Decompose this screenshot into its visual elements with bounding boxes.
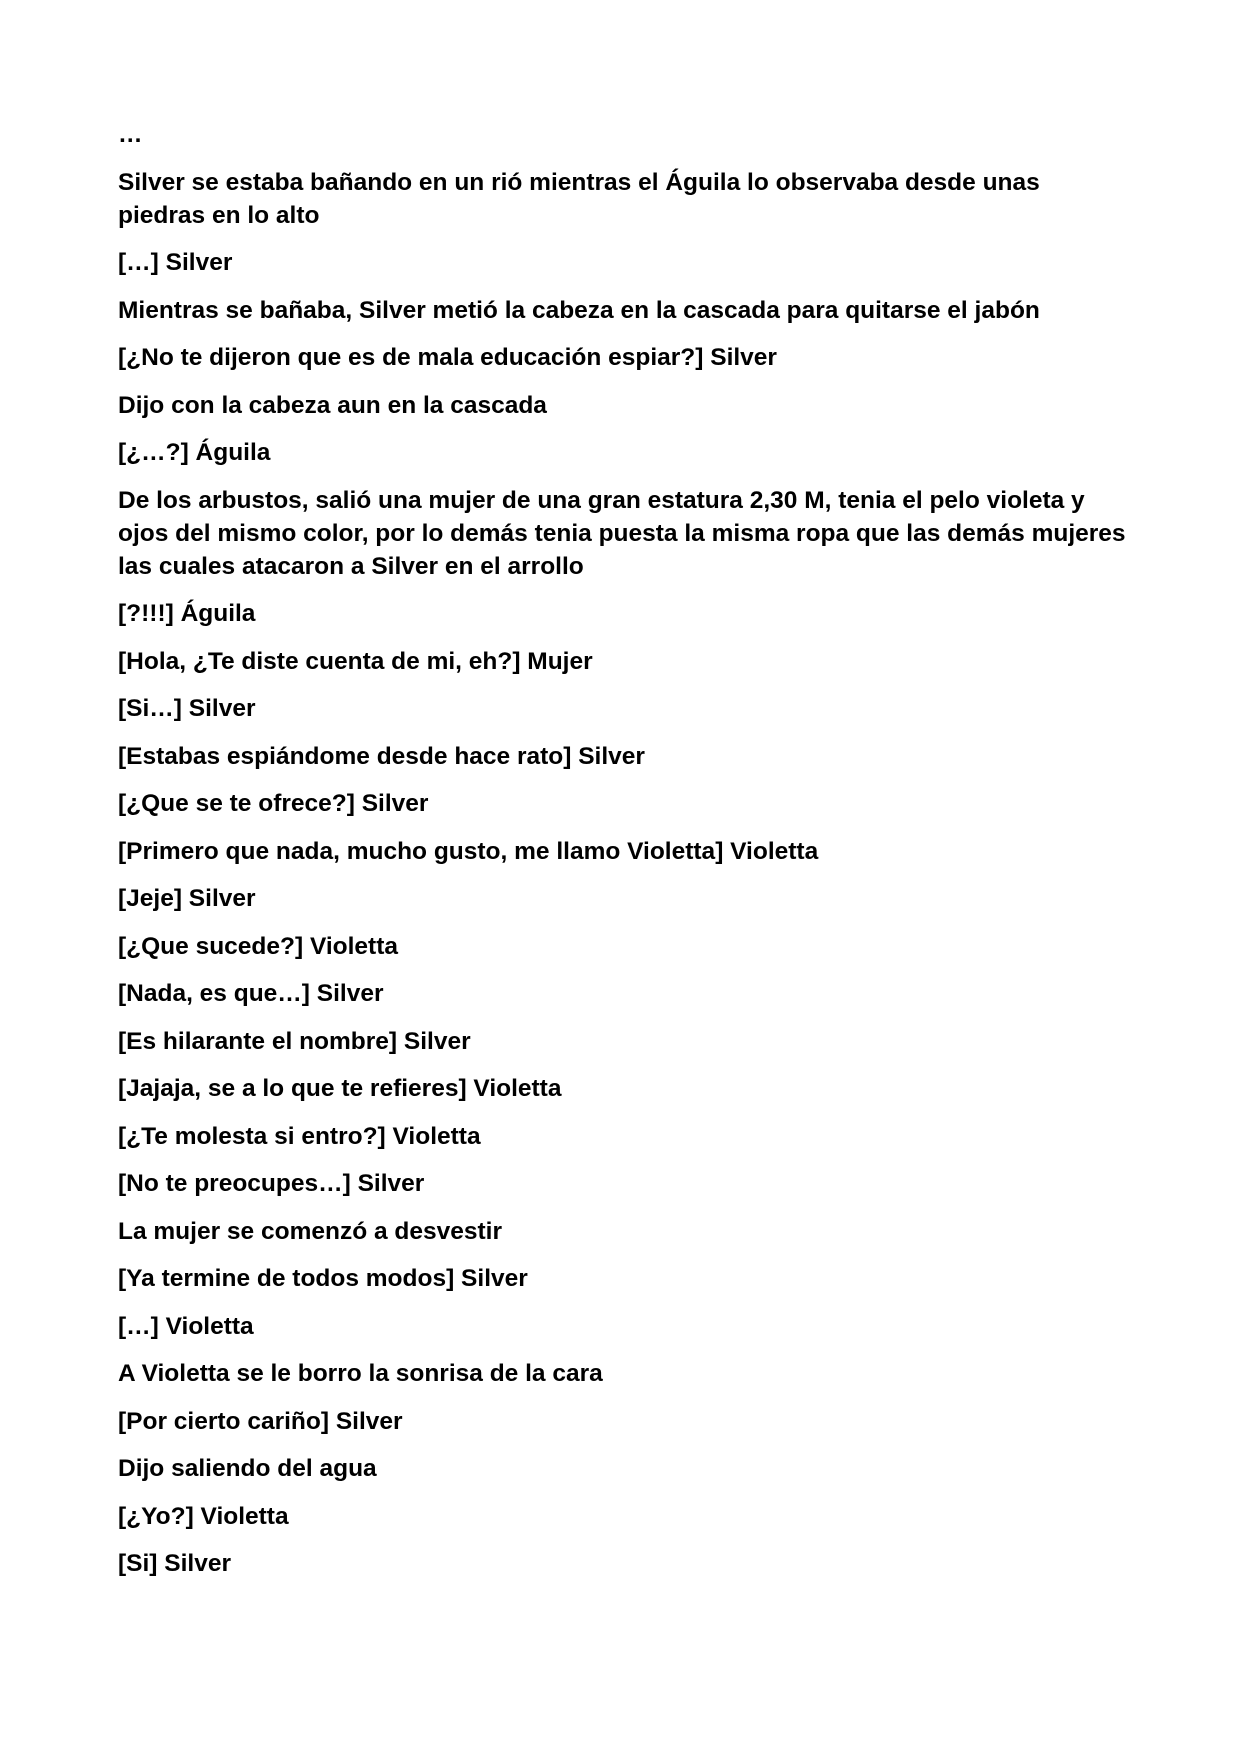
paragraph-narration: Mientras se bañaba, Silver metió la cabeza en la cascada para quitarse el jabón: [118, 296, 1040, 324]
paragraph-ellipsis: …: [118, 121, 143, 148]
paragraph-dialogue: [Nada, es que…] Silver: [118, 980, 384, 1007]
paragraph-dialogue: [¿Yo?] Violetta: [118, 1502, 289, 1530]
paragraph-dialogue: [¿…?] Águila: [118, 439, 271, 466]
paragraph-dialogue: […] Violetta: [118, 1312, 254, 1340]
paragraph-dialogue: [Si] Silver: [118, 1550, 232, 1577]
paragraph-narration: Dijo con la cabeza aun en la cascada: [118, 391, 547, 419]
paragraph-dialogue: [Jeje] Silver: [118, 885, 256, 912]
paragraph-dialogue: [Por cierto cariño] Silver: [118, 1407, 403, 1435]
document-body: [118, 118, 1128, 1595]
paragraph-dialogue: [¿No te dijeron que es de mala educación espiar?] Silver: [118, 344, 777, 371]
paragraph-dialogue: [Ya termine de todos modos] Silver: [118, 1265, 528, 1292]
paragraph-dialogue: [¿Que se te ofrece?] Silver: [118, 790, 429, 817]
paragraph-dialogue: [No te preocupes…] Silver: [118, 1170, 425, 1197]
paragraph-dialogue: […] Silver: [118, 249, 233, 276]
paragraph-dialogue: [¿Te molesta si entro?] Violetta: [118, 1122, 481, 1150]
paragraph-narration: La mujer se comenzó a desvestir: [118, 1217, 502, 1245]
paragraph-narration: Dijo saliendo del agua: [118, 1455, 377, 1482]
paragraph-dialogue: [?!!!] Águila: [118, 600, 256, 627]
paragraph-narration: A Violetta se le borro la sonrisa de la cara: [118, 1360, 603, 1387]
paragraph-dialogue: [Jajaja, se a lo que te refieres] Violetta: [118, 1075, 562, 1102]
paragraph-dialogue: [Estabas espiándome desde hace rato] Silver: [118, 742, 645, 770]
paragraph-narration: Silver se estaba bañando en un rió mientras el Águila lo observaba desde unas piedras en lo alto: [118, 168, 1040, 229]
paragraph-dialogue: [Hola, ¿Te diste cuenta de mi, eh?] Mujer: [118, 647, 593, 675]
paragraph-dialogue: [Si…] Silver: [118, 695, 256, 722]
paragraph-dialogue: [¿Que sucede?] Violetta: [118, 932, 398, 960]
paragraph-dialogue: [Es hilarante el nombre] Silver: [118, 1027, 471, 1055]
paragraph-dialogue: [Primero que nada, mucho gusto, me llamo Violetta] Violetta: [118, 837, 819, 865]
paragraph-narration: De los arbustos, salió una mujer de una gran estatura 2,30 M, tenia el pelo violeta y ojos del mismo color, por lo demás tenia puesta la misma ropa que las demás mujeres las cuales atacaron a Silver en el arrollo: [118, 486, 1126, 580]
